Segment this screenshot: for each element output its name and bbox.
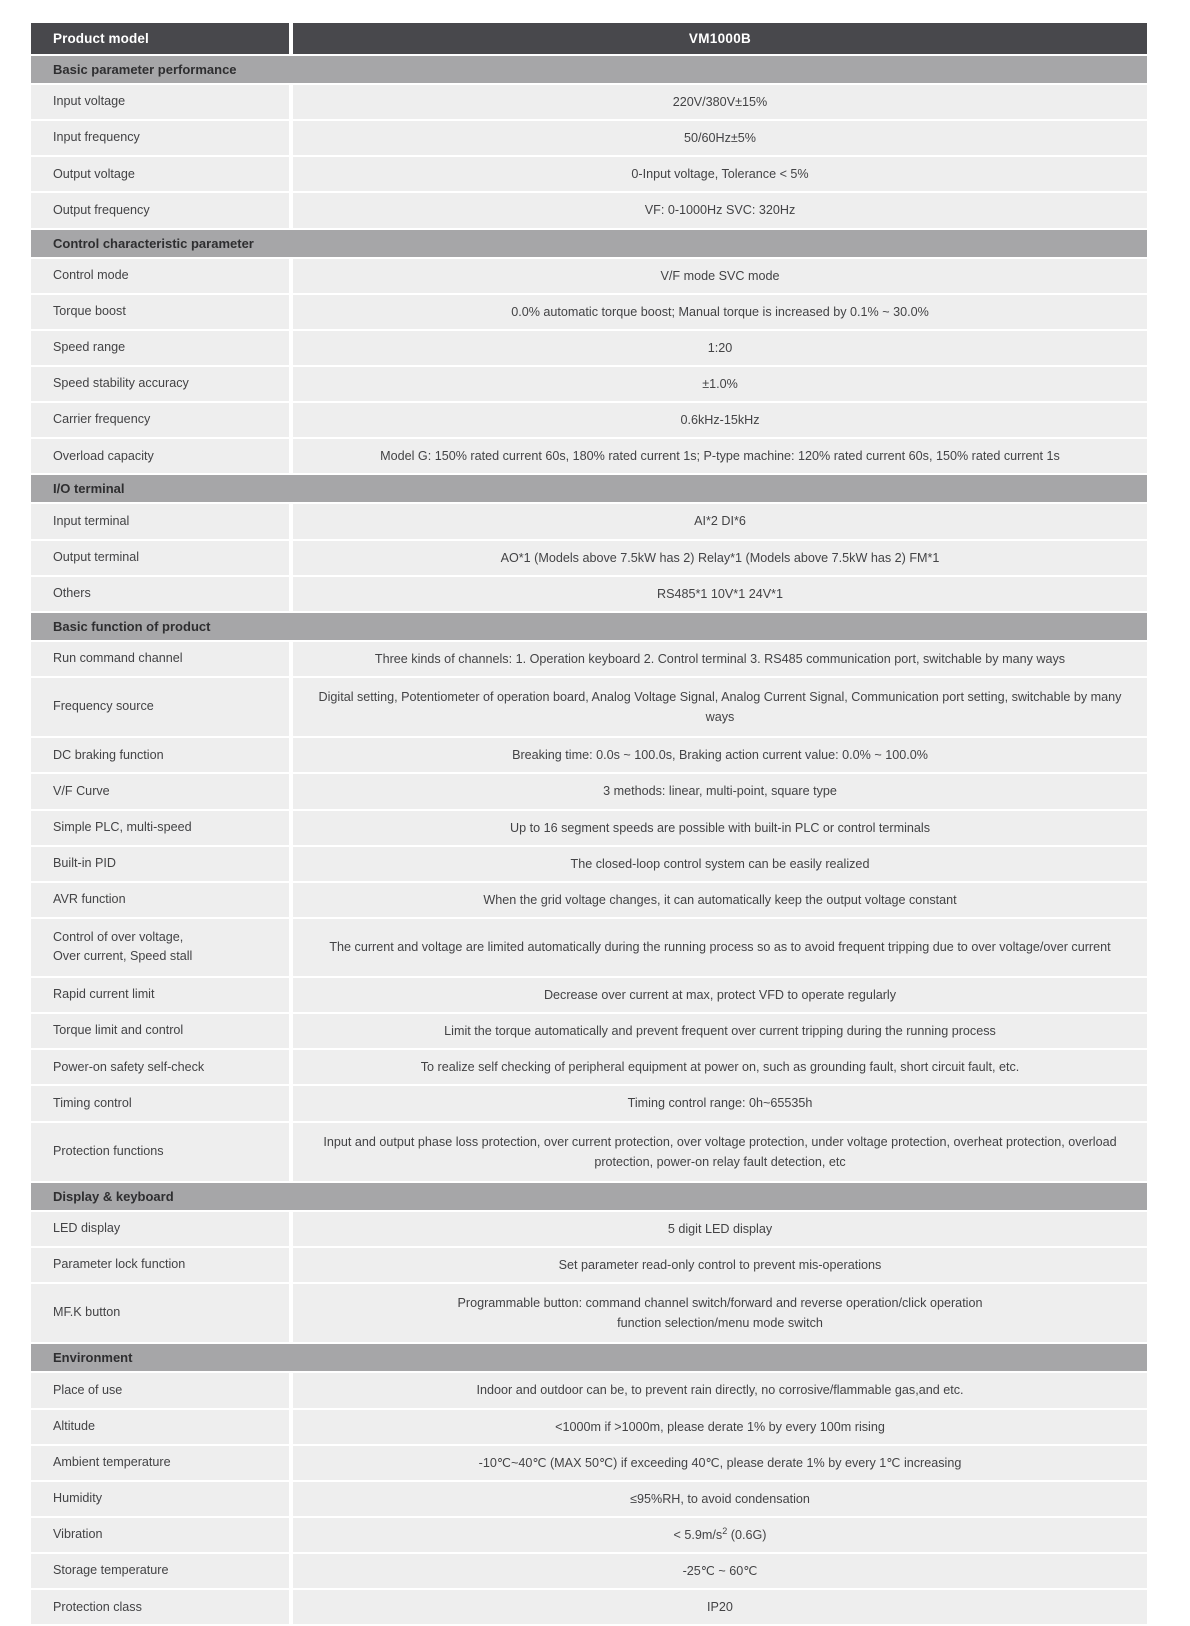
table-row (31, 1482, 1147, 1516)
spec-label: Speed stability accuracy (31, 367, 289, 401)
spec-value: 5 digit LED display (293, 1212, 1147, 1246)
spec-label: DC braking function (31, 738, 289, 772)
spec-label: Ambient temperature (31, 1446, 289, 1480)
spec-label: Input terminal (31, 504, 289, 538)
table-row (31, 1373, 1147, 1407)
spec-label: AVR function (31, 883, 289, 917)
section-title: Display & keyboard (31, 1183, 1147, 1210)
spec-label: Control of over voltage, Over current, Speed stall (31, 919, 289, 976)
spec-value: 3 methods: linear, multi-point, square type (293, 774, 1147, 808)
section-title: Environment (31, 1344, 1147, 1371)
table-row (31, 193, 1147, 227)
spec-label: Simple PLC, multi-speed (31, 811, 289, 845)
spec-label: Rapid current limit (31, 978, 289, 1012)
spec-value: 50/60Hz±5% (293, 121, 1147, 155)
spec-value: The closed-loop control system can be easily realized (293, 847, 1147, 881)
section-title: I/O terminal (31, 475, 1147, 502)
spec-value: <1000m if >1000m, please derate 1% by every 100m rising (293, 1410, 1147, 1444)
section-header-row (31, 1183, 1147, 1210)
spec-value: 220V/380V±15% (293, 85, 1147, 119)
table-row (31, 774, 1147, 808)
table-row (31, 1123, 1147, 1181)
spec-label: Output frequency (31, 193, 289, 227)
spec-value: RS485*1 10V*1 24V*1 (293, 577, 1147, 611)
section-header-row (31, 230, 1147, 257)
spec-value: 0.6kHz-15kHz (293, 403, 1147, 437)
spec-value: The current and voltage are limited automatically during the running process so as to avoid frequent tripping due to over voltage/over current (293, 919, 1147, 976)
spec-value: -10℃~40℃ (MAX 50℃) if exceeding 40℃, please derate 1% by every 1℃ increasing (293, 1446, 1147, 1480)
spec-value: AI*2 DI*6 (293, 504, 1147, 538)
spec-label: Control mode (31, 259, 289, 293)
section-header-row (31, 613, 1147, 640)
spec-label: Overload capacity (31, 439, 289, 473)
spec-value: When the grid voltage changes, it can automatically keep the output voltage constant (293, 883, 1147, 917)
table-row (31, 1410, 1147, 1444)
spec-label: Built-in PID (31, 847, 289, 881)
spec-value: -25℃ ~ 60℃ (293, 1554, 1147, 1588)
spec-label: Torque limit and control (31, 1014, 289, 1048)
spec-label: Protection class (31, 1590, 289, 1624)
section-title: Basic parameter performance (31, 56, 1147, 83)
spec-label: Run command channel (31, 642, 289, 676)
section-header-row (31, 1344, 1147, 1371)
table-row (31, 331, 1147, 365)
spec-label: Place of use (31, 1373, 289, 1407)
table-row (31, 403, 1147, 437)
table-row (31, 259, 1147, 293)
spec-value: 0-Input voltage, Tolerance < 5% (293, 157, 1147, 191)
table-row (31, 1086, 1147, 1120)
spec-label: Frequency source (31, 678, 289, 736)
spec-value: < $5.9m/s^2$ (0.6G) (293, 1518, 1147, 1552)
spec-value: Timing control range: 0h~65535h (293, 1086, 1147, 1120)
table-row (31, 1248, 1147, 1282)
table-row (31, 847, 1147, 881)
spec-value: 0.0% automatic torque boost; Manual torque is increased by 0.1% ~ 30.0% (293, 295, 1147, 329)
header-label-product-model: Product model (31, 23, 289, 54)
spec-value: ±1.0% (293, 367, 1147, 401)
spec-label: Input voltage (31, 85, 289, 119)
table-row (31, 678, 1147, 736)
spec-value: Digital setting, Potentiometer of operation board, Analog Voltage Signal, Analog Current Signal, Communication port setting, switchable by many ways (293, 678, 1147, 736)
table-row (31, 1554, 1147, 1588)
spec-label: Timing control (31, 1086, 289, 1120)
spec-label: Vibration (31, 1518, 289, 1552)
spec-value: Up to 16 segment speeds are possible with built-in PLC or control terminals (293, 811, 1147, 845)
spec-label: Storage temperature (31, 1554, 289, 1588)
specification-table (31, 21, 1147, 1626)
spec-value: Model G: 150% rated current 60s, 180% rated current 1s; P-type machine: 120% rated current 60s, 150% rated current 1s (293, 439, 1147, 473)
spec-label: Power-on safety self-check (31, 1050, 289, 1084)
table-header-row (31, 23, 1147, 54)
header-value-model-name: VM1000B (293, 23, 1147, 54)
section-title: Control characteristic parameter (31, 230, 1147, 257)
spec-label: Humidity (31, 1482, 289, 1516)
table-row (31, 367, 1147, 401)
spec-label: MF.K button (31, 1284, 289, 1342)
table-row (31, 883, 1147, 917)
table-row (31, 1518, 1147, 1552)
spec-value: Indoor and outdoor can be, to prevent rain directly, no corrosive/flammable gas,and etc. (293, 1373, 1147, 1407)
spec-value: Input and output phase loss protection, over current protection, over voltage protection, under voltage protection, overheat protection, overload protection, power-on relay fault detection, etc (293, 1123, 1147, 1181)
table-row (31, 85, 1147, 119)
table-row (31, 919, 1147, 976)
spec-value: Limit the torque automatically and prevent frequent over current tripping during the running process (293, 1014, 1147, 1048)
spec-value: V/F mode SVC mode (293, 259, 1147, 293)
table-row (31, 738, 1147, 772)
table-row (31, 541, 1147, 575)
spec-label: V/F Curve (31, 774, 289, 808)
table-row (31, 1590, 1147, 1624)
table-row (31, 577, 1147, 611)
spec-value: Three kinds of channels: 1. Operation keyboard 2. Control terminal 3. RS485 communication port, switchable by many ways (293, 642, 1147, 676)
spec-value: 1:20 (293, 331, 1147, 365)
spec-label: Altitude (31, 1410, 289, 1444)
spec-label: Parameter lock function (31, 1248, 289, 1282)
table-row (31, 811, 1147, 845)
spec-value: Breaking time: 0.0s ~ 100.0s, Braking action current value: 0.0% ~ 100.0% (293, 738, 1147, 772)
table-row (31, 439, 1147, 473)
spec-label: Protection functions (31, 1123, 289, 1181)
spec-label: Output voltage (31, 157, 289, 191)
spec-label: Carrier frequency (31, 403, 289, 437)
section-header-row (31, 475, 1147, 502)
spec-value: VF: 0-1000Hz SVC: 320Hz (293, 193, 1147, 227)
spec-value: AO*1 (Models above 7.5kW has 2) Relay*1 (Models above 7.5kW has 2) FM*1 (293, 541, 1147, 575)
spec-label: Others (31, 577, 289, 611)
table-row (31, 295, 1147, 329)
spec-label: Speed range (31, 331, 289, 365)
spec-label: Torque boost (31, 295, 289, 329)
table-row (31, 1050, 1147, 1084)
spec-label: LED display (31, 1212, 289, 1246)
spec-value: ≤95%RH, to avoid condensation (293, 1482, 1147, 1516)
table-row (31, 1212, 1147, 1246)
table-row (31, 1446, 1147, 1480)
table-row (31, 978, 1147, 1012)
table-row (31, 157, 1147, 191)
table-row (31, 1014, 1147, 1048)
table-row (31, 642, 1147, 676)
spec-value: IP20 (293, 1590, 1147, 1624)
table-row (31, 1284, 1147, 1342)
section-title: Basic function of product (31, 613, 1147, 640)
spec-label: Output terminal (31, 541, 289, 575)
spec-label: Input frequency (31, 121, 289, 155)
table-row (31, 121, 1147, 155)
spec-value: Decrease over current at max, protect VFD to operate regularly (293, 978, 1147, 1012)
table-row (31, 504, 1147, 538)
section-header-row (31, 56, 1147, 83)
spec-value: To realize self checking of peripheral equipment at power on, such as grounding fault, short circuit fault, etc. (293, 1050, 1147, 1084)
spec-value: Programmable button: command channel switch/forward and reverse operation/click operation function selection/menu mode switch (293, 1284, 1147, 1342)
spec-value: Set parameter read-only control to prevent mis-operations (293, 1248, 1147, 1282)
